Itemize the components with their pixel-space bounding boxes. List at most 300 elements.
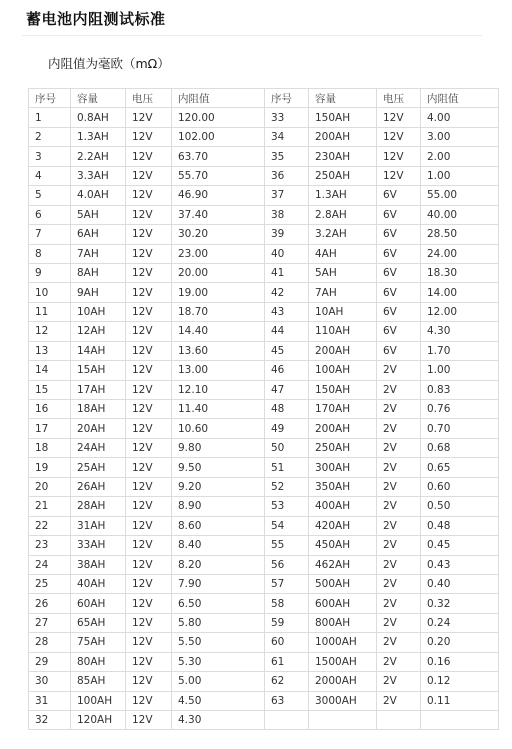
cell-resistance: 0.68 [421,438,499,457]
table-row [29,497,499,516]
cell-index: 3 [29,147,71,166]
cell-capacity: 3.3AH [71,166,126,185]
cell-capacity: 150AH [309,108,377,127]
cell-resistance: 5.30 [172,652,265,671]
cell-index: 56 [265,555,309,574]
cell-voltage: 2V [377,361,421,380]
cell-resistance: 8.60 [172,516,265,535]
cell-index: 41 [265,263,309,282]
cell-index: 48 [265,400,309,419]
header-resistance: 内阻值 [172,89,265,108]
cell-capacity: 33AH [71,536,126,555]
cell-index: 13 [29,341,71,360]
cell-capacity: 10AH [309,302,377,321]
cell-resistance: 4.50 [172,691,265,710]
cell-capacity: 3.2AH [309,225,377,244]
table-row [29,574,499,593]
header-voltage: 电压 [126,89,172,108]
cell-voltage: 2V [377,574,421,593]
cell-resistance: 0.20 [421,633,499,652]
cell-capacity: 10AH [71,302,126,321]
cell-voltage: 12V [126,147,172,166]
cell-capacity: 17AH [71,380,126,399]
cell-index: 55 [265,536,309,555]
cell-resistance: 2.00 [421,147,499,166]
cell-capacity: 1.3AH [71,127,126,146]
cell-voltage [377,711,421,730]
cell-capacity: 600AH [309,594,377,613]
cell-index: 58 [265,594,309,613]
cell-index: 12 [29,322,71,341]
cell-index: 30 [29,672,71,691]
cell-resistance: 14.40 [172,322,265,341]
cell-index: 49 [265,419,309,438]
table-row [29,361,499,380]
cell-index: 54 [265,516,309,535]
cell-index: 47 [265,380,309,399]
cell-capacity: 1000AH [309,633,377,652]
cell-resistance: 23.00 [172,244,265,263]
header-index: 序号 [265,89,309,108]
cell-resistance: 8.20 [172,555,265,574]
cell-voltage: 2V [377,594,421,613]
cell-resistance: 55.00 [421,186,499,205]
cell-voltage: 2V [377,438,421,457]
cell-capacity: 60AH [71,594,126,613]
cell-capacity: 7AH [309,283,377,302]
cell-index: 6 [29,205,71,224]
cell-index: 8 [29,244,71,263]
cell-index: 61 [265,652,309,671]
title-divider [22,35,482,36]
table-row [29,341,499,360]
cell-resistance: 0.24 [421,613,499,632]
header-index: 序号 [29,89,71,108]
cell-resistance: 18.70 [172,302,265,321]
cell-index: 46 [265,361,309,380]
cell-index: 17 [29,419,71,438]
cell-capacity: 150AH [309,380,377,399]
internal-resistance-table [28,88,499,730]
table-row [29,147,499,166]
cell-voltage: 12V [126,438,172,457]
cell-voltage: 6V [377,263,421,282]
table-row [29,633,499,652]
table-row [29,438,499,457]
cell-voltage: 12V [126,186,172,205]
cell-voltage: 12V [377,127,421,146]
table-row [29,477,499,496]
cell-voltage: 6V [377,186,421,205]
cell-resistance: 13.00 [172,361,265,380]
cell-resistance: 0.16 [421,652,499,671]
cell-capacity: 7AH [71,244,126,263]
header-capacity: 容量 [309,89,377,108]
cell-index: 52 [265,477,309,496]
table-row [29,302,499,321]
cell-voltage: 12V [126,672,172,691]
cell-capacity: 85AH [71,672,126,691]
cell-capacity: 12AH [71,322,126,341]
cell-capacity: 9AH [71,283,126,302]
cell-resistance: 8.90 [172,497,265,516]
cell-index: 62 [265,672,309,691]
cell-voltage: 12V [126,574,172,593]
cell-capacity: 350AH [309,477,377,496]
cell-resistance: 10.60 [172,419,265,438]
cell-index: 39 [265,225,309,244]
table-row [29,205,499,224]
cell-index: 31 [29,691,71,710]
cell-index: 27 [29,613,71,632]
cell-resistance: 7.90 [172,574,265,593]
cell-voltage: 12V [126,477,172,496]
cell-capacity: 65AH [71,613,126,632]
cell-resistance: 0.70 [421,419,499,438]
table-row [29,322,499,341]
cell-voltage: 12V [126,322,172,341]
cell-index: 25 [29,574,71,593]
cell-voltage: 12V [126,497,172,516]
cell-resistance: 4.30 [172,711,265,730]
cell-resistance: 46.90 [172,186,265,205]
cell-index: 53 [265,497,309,516]
cell-voltage: 12V [126,263,172,282]
cell-resistance: 5.50 [172,633,265,652]
cell-capacity: 31AH [71,516,126,535]
cell-capacity [309,711,377,730]
cell-resistance: 19.00 [172,283,265,302]
cell-index: 63 [265,691,309,710]
cell-capacity: 250AH [309,438,377,457]
cell-capacity: 420AH [309,516,377,535]
cell-capacity: 26AH [71,477,126,496]
cell-voltage: 12V [126,555,172,574]
cell-voltage: 6V [377,244,421,263]
table-row [29,186,499,205]
cell-index: 26 [29,594,71,613]
cell-capacity: 800AH [309,613,377,632]
cell-capacity: 18AH [71,400,126,419]
cell-voltage: 12V [126,361,172,380]
cell-capacity: 14AH [71,341,126,360]
cell-resistance: 11.40 [172,400,265,419]
cell-capacity: 3000AH [309,691,377,710]
cell-resistance: 102.00 [172,127,265,146]
cell-voltage: 2V [377,380,421,399]
table-row [29,516,499,535]
cell-capacity: 20AH [71,419,126,438]
cell-voltage: 12V [126,594,172,613]
table-row [29,108,499,127]
cell-capacity: 75AH [71,633,126,652]
table-row [29,613,499,632]
cell-voltage: 12V [126,127,172,146]
cell-index: 16 [29,400,71,419]
table-body [29,108,499,730]
cell-voltage: 2V [377,516,421,535]
cell-index: 51 [265,458,309,477]
cell-capacity: 200AH [309,341,377,360]
cell-capacity: 100AH [71,691,126,710]
unit-note: 内阻值为毫欧（mΩ） [48,56,170,71]
cell-voltage: 12V [126,341,172,360]
cell-capacity: 230AH [309,147,377,166]
cell-capacity: 5AH [309,263,377,282]
cell-index: 23 [29,536,71,555]
table-row [29,536,499,555]
cell-resistance: 1.00 [421,166,499,185]
cell-voltage: 12V [126,283,172,302]
cell-index: 11 [29,302,71,321]
cell-index: 36 [265,166,309,185]
cell-resistance: 0.76 [421,400,499,419]
header-capacity: 容量 [71,89,126,108]
cell-voltage: 2V [377,633,421,652]
cell-capacity: 4.0AH [71,186,126,205]
cell-capacity: 28AH [71,497,126,516]
cell-capacity: 40AH [71,574,126,593]
header-voltage: 电压 [377,89,421,108]
cell-voltage: 6V [377,341,421,360]
cell-voltage: 6V [377,205,421,224]
cell-index: 45 [265,341,309,360]
cell-voltage: 2V [377,458,421,477]
page-title: 蓄电池内阻测试标准 [26,10,166,28]
cell-capacity: 300AH [309,458,377,477]
cell-resistance: 24.00 [421,244,499,263]
cell-index: 7 [29,225,71,244]
cell-index: 19 [29,458,71,477]
cell-resistance: 30.20 [172,225,265,244]
cell-resistance: 0.48 [421,516,499,535]
cell-capacity: 200AH [309,419,377,438]
cell-voltage: 12V [126,516,172,535]
cell-voltage: 12V [126,205,172,224]
cell-resistance: 37.40 [172,205,265,224]
cell-capacity: 38AH [71,555,126,574]
cell-voltage: 12V [126,652,172,671]
cell-resistance: 28.50 [421,225,499,244]
cell-capacity: 120AH [71,711,126,730]
cell-voltage: 12V [126,633,172,652]
cell-voltage: 12V [126,613,172,632]
cell-index: 35 [265,147,309,166]
cell-voltage: 12V [126,166,172,185]
cell-capacity: 0.8AH [71,108,126,127]
cell-index: 22 [29,516,71,535]
cell-resistance [421,711,499,730]
cell-voltage: 12V [377,108,421,127]
table-row [29,419,499,438]
cell-capacity: 8AH [71,263,126,282]
cell-resistance: 20.00 [172,263,265,282]
cell-resistance: 63.70 [172,147,265,166]
table-row [29,672,499,691]
cell-capacity: 400AH [309,497,377,516]
table-row [29,127,499,146]
cell-index: 34 [265,127,309,146]
cell-index: 32 [29,711,71,730]
cell-voltage: 12V [126,458,172,477]
cell-resistance: 0.12 [421,672,499,691]
cell-voltage: 2V [377,477,421,496]
cell-index: 4 [29,166,71,185]
cell-voltage: 12V [126,225,172,244]
cell-resistance: 0.32 [421,594,499,613]
cell-capacity: 250AH [309,166,377,185]
cell-index: 33 [265,108,309,127]
cell-index [265,711,309,730]
cell-index: 40 [265,244,309,263]
cell-index: 9 [29,263,71,282]
cell-index: 60 [265,633,309,652]
cell-capacity: 500AH [309,574,377,593]
cell-index: 1 [29,108,71,127]
cell-capacity: 2.8AH [309,205,377,224]
cell-index: 57 [265,574,309,593]
header-resistance: 内阻值 [421,89,499,108]
cell-capacity: 462AH [309,555,377,574]
cell-index: 24 [29,555,71,574]
cell-index: 59 [265,613,309,632]
table-header-row [29,89,499,108]
cell-capacity: 2000AH [309,672,377,691]
cell-resistance: 120.00 [172,108,265,127]
cell-resistance: 0.83 [421,380,499,399]
cell-resistance: 6.50 [172,594,265,613]
cell-capacity: 6AH [71,225,126,244]
table-row [29,400,499,419]
cell-voltage: 12V [126,536,172,555]
cell-resistance: 12.10 [172,380,265,399]
cell-voltage: 2V [377,536,421,555]
cell-voltage: 12V [126,419,172,438]
cell-index: 42 [265,283,309,302]
cell-voltage: 2V [377,691,421,710]
cell-voltage: 12V [126,400,172,419]
cell-resistance: 55.70 [172,166,265,185]
cell-index: 37 [265,186,309,205]
table-row [29,380,499,399]
table-row [29,263,499,282]
table-row [29,244,499,263]
table-row [29,652,499,671]
cell-voltage: 2V [377,672,421,691]
cell-resistance: 0.65 [421,458,499,477]
cell-resistance: 5.80 [172,613,265,632]
cell-capacity: 15AH [71,361,126,380]
cell-resistance: 0.45 [421,536,499,555]
cell-voltage: 2V [377,419,421,438]
cell-voltage: 2V [377,497,421,516]
table-row [29,691,499,710]
cell-voltage: 2V [377,400,421,419]
cell-index: 44 [265,322,309,341]
cell-resistance: 4.30 [421,322,499,341]
cell-resistance: 1.70 [421,341,499,360]
cell-index: 15 [29,380,71,399]
cell-index: 10 [29,283,71,302]
table-row [29,594,499,613]
cell-index: 28 [29,633,71,652]
cell-voltage: 12V [126,302,172,321]
table-row [29,555,499,574]
cell-resistance: 5.00 [172,672,265,691]
cell-resistance: 13.60 [172,341,265,360]
cell-capacity: 110AH [309,322,377,341]
cell-resistance: 40.00 [421,205,499,224]
cell-voltage: 12V [377,166,421,185]
cell-index: 2 [29,127,71,146]
cell-index: 20 [29,477,71,496]
cell-resistance: 9.20 [172,477,265,496]
cell-resistance: 9.80 [172,438,265,457]
cell-voltage: 6V [377,302,421,321]
cell-resistance: 0.43 [421,555,499,574]
cell-voltage: 6V [377,283,421,302]
cell-voltage: 2V [377,555,421,574]
cell-voltage: 12V [126,380,172,399]
cell-capacity: 1500AH [309,652,377,671]
table-row [29,711,499,730]
cell-resistance: 3.00 [421,127,499,146]
cell-index: 18 [29,438,71,457]
table-row [29,458,499,477]
cell-index: 43 [265,302,309,321]
cell-index: 21 [29,497,71,516]
cell-resistance: 4.00 [421,108,499,127]
cell-index: 5 [29,186,71,205]
cell-capacity: 2.2AH [71,147,126,166]
cell-capacity: 80AH [71,652,126,671]
cell-index: 50 [265,438,309,457]
cell-resistance: 0.60 [421,477,499,496]
cell-capacity: 200AH [309,127,377,146]
cell-resistance: 1.00 [421,361,499,380]
cell-capacity: 25AH [71,458,126,477]
cell-capacity: 1.3AH [309,186,377,205]
cell-capacity: 4AH [309,244,377,263]
cell-capacity: 450AH [309,536,377,555]
cell-resistance: 9.50 [172,458,265,477]
cell-capacity: 5AH [71,205,126,224]
cell-index: 29 [29,652,71,671]
cell-voltage: 12V [126,691,172,710]
cell-voltage: 12V [377,147,421,166]
cell-voltage: 2V [377,652,421,671]
cell-voltage: 2V [377,613,421,632]
cell-voltage: 12V [126,108,172,127]
table-row [29,166,499,185]
cell-voltage: 6V [377,225,421,244]
cell-resistance: 14.00 [421,283,499,302]
cell-index: 38 [265,205,309,224]
cell-resistance: 0.11 [421,691,499,710]
table-row [29,225,499,244]
cell-voltage: 12V [126,244,172,263]
cell-capacity: 24AH [71,438,126,457]
cell-resistance: 18.30 [421,263,499,282]
cell-capacity: 170AH [309,400,377,419]
cell-index: 14 [29,361,71,380]
cell-voltage: 6V [377,322,421,341]
cell-resistance: 0.50 [421,497,499,516]
table-row [29,283,499,302]
cell-resistance: 0.40 [421,574,499,593]
cell-voltage: 12V [126,711,172,730]
cell-resistance: 12.00 [421,302,499,321]
